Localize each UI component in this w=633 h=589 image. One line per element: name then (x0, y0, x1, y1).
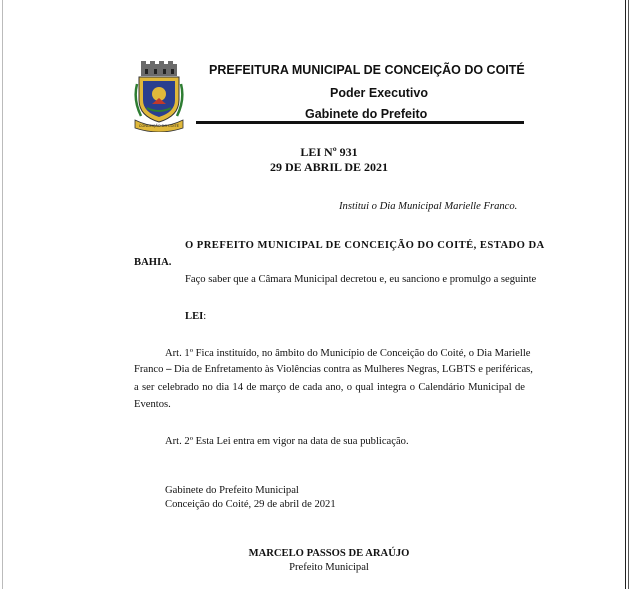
article-1-line-1: Art. 1º Fica instituído, no âmbito do Município de Conceição do Coité, o Dia Marielle (165, 348, 531, 359)
issuing-office: Gabinete do Prefeito Municipal (165, 485, 299, 496)
header-divider (196, 121, 524, 124)
executive-power-label: Poder Executivo (330, 86, 428, 100)
preamble-line-3: Faço saber que a Câmara Municipal decretou e, eu sanciono e promulgo a seguinte (185, 274, 537, 285)
law-ementa: Institui o Dia Municipal Marielle Franco. (339, 201, 518, 212)
office-label: Gabinete do Prefeito (305, 107, 428, 121)
page-right-edge (625, 0, 626, 589)
article-1-line-4: Eventos. (134, 399, 171, 410)
municipality-title: PREFEITURA MUNICIPAL DE CONCEIÇÃO DO COITÉ (209, 63, 525, 77)
municipal-crest-icon (133, 60, 185, 132)
preamble-line-1: O PREFEITO MUNICIPAL DE CONCEIÇÃO DO COITÉ, ESTADO DA (185, 240, 545, 251)
signer-name: MARCELO PASSOS DE ARAÚJO (248, 548, 410, 559)
preamble-line-2: BAHIA. (134, 257, 172, 268)
crest-banner-text: CONCEIÇÃO DO COITÉ (138, 124, 180, 128)
lei-colon: : (203, 311, 207, 322)
law-date: 29 DE ABRIL DE 2021 (269, 160, 389, 174)
article-1-franco: Franco (134, 364, 164, 375)
article-1-dash: – (163, 364, 175, 375)
page-right-edge-shadow (628, 0, 629, 589)
lei-label: LEI (185, 311, 204, 322)
law-number: LEI Nº 931 (300, 145, 358, 159)
lei-heading (185, 311, 206, 322)
place-and-date: Conceição do Coité, 29 de abril de 2021 (165, 499, 336, 510)
signer-title: Prefeito Municipal (289, 562, 369, 573)
article-1-line-2 (134, 364, 533, 375)
page-left-edge (2, 0, 3, 589)
article-1-line-3: a ser celebrado no dia 14 de março de cada ano, o qual integra o Calendário Municipal de (134, 382, 525, 393)
article-2: Art. 2º Esta Lei entra em vigor na data de sua publicação. (165, 436, 409, 447)
article-1-line-2-rest: Dia de Enfretamento às Violências contra as Mulheres Negras, LGBTS e periféricas, (174, 364, 533, 375)
